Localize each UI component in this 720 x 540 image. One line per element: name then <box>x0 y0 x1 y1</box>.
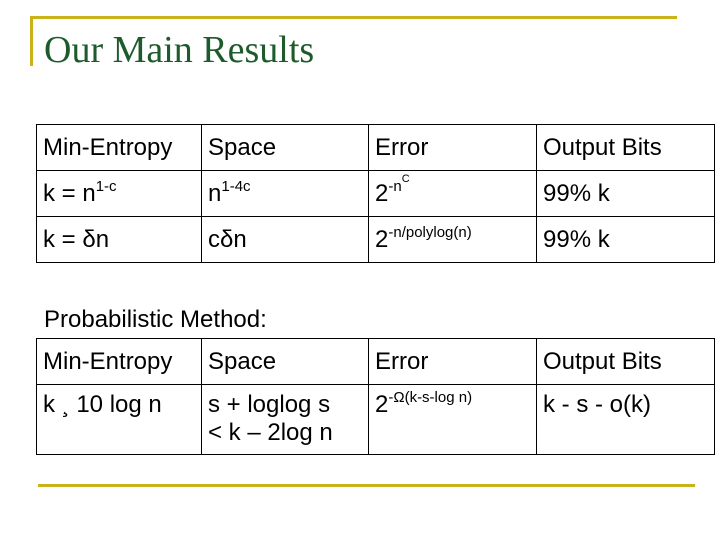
header-space: Space <box>202 339 369 385</box>
cell-error: $2^{-\Omega(k-s-log n)}$ <box>369 385 537 455</box>
probabilistic-method-table <box>36 338 715 455</box>
header-error: Error <box>369 125 537 171</box>
cell-min-entropy: $k = n^{1-c}$ <box>37 171 202 217</box>
cell-space: cδn <box>202 217 369 263</box>
cell-min-entropy: k = δn <box>37 217 202 263</box>
header-space: Space <box>202 125 369 171</box>
decorative-bottom-line <box>38 484 695 487</box>
table-row <box>37 217 715 263</box>
cell-space: s + loglog s < k – 2log n <box>202 385 369 455</box>
cell-space: $n^{1-4c}$ <box>202 171 369 217</box>
decorative-left-line <box>30 16 33 66</box>
section-label: Probabilistic Method: <box>44 306 267 333</box>
cell-error: $2^{-n^C}$ <box>369 171 537 217</box>
header-min-entropy: Min-Entropy <box>37 339 202 385</box>
table-row <box>37 385 715 455</box>
cell-output-bits: 99% k <box>537 171 715 217</box>
header-output-bits: Output Bits <box>537 125 715 171</box>
table-row <box>37 171 715 217</box>
decorative-top-line <box>30 16 677 19</box>
slide-title: Our Main Results <box>44 29 315 71</box>
table-header-row <box>37 339 715 385</box>
cell-output-bits: k - s - o(k) <box>537 385 715 455</box>
cell-error: $2^{-n/polylog(n)}$ <box>369 217 537 263</box>
header-min-entropy: Min-Entropy <box>37 125 202 171</box>
cell-min-entropy: k ¸ 10 log n <box>37 385 202 455</box>
main-results-table <box>36 124 715 263</box>
header-error: Error <box>369 339 537 385</box>
cell-output-bits: 99% k <box>537 217 715 263</box>
header-output-bits: Output Bits <box>537 339 715 385</box>
table-header-row <box>37 125 715 171</box>
